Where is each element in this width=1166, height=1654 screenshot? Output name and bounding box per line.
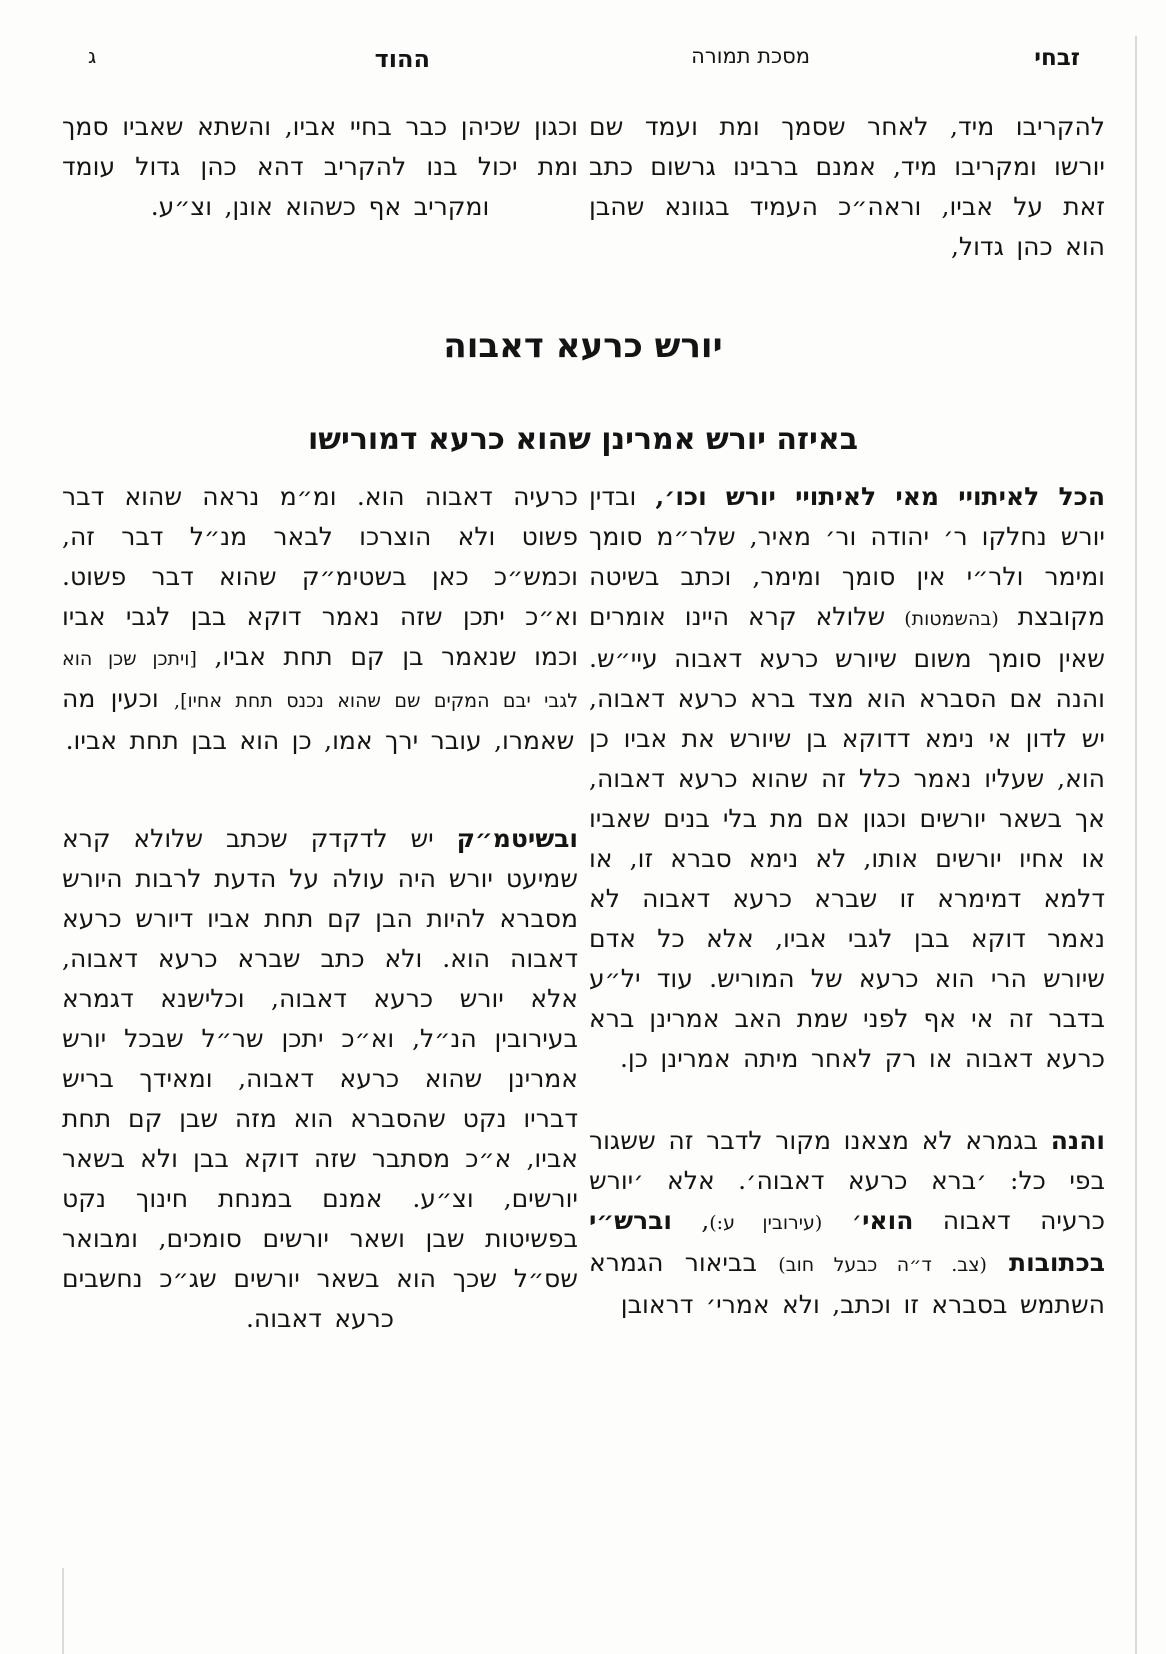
scan-artifact-line bbox=[62, 1568, 64, 1654]
emphasized-word: הואי bbox=[862, 1206, 914, 1235]
header-masechet-title: מסכת תמורה bbox=[691, 44, 810, 68]
paragraph-lead-bold: והנה bbox=[1050, 1126, 1105, 1155]
paragraph-text: בגמרא לא מצאנו מקור לדבר זה ששגור בפי כל: ׳ברא כרעא דאבוה׳. אלא ׳יורש כרעיה דאבוה bbox=[589, 1126, 1105, 1235]
bracketed-note-small: [ויתכן שכן הוא לגבי יבם המקים שם שהוא נכנס תחת אחיו], bbox=[62, 648, 578, 712]
paragraph-text: שלולא קרא היינו אומרים שאין סומך משום שיורש כרעא דאבוה עיי״ש. והנה אם הסברא הוא מצד ברא כרעא דאבוה, יש לדון אי נימא דדוקא בן שיורש את אביו כן הוא, שעליו נאמר כלל זה שהוא כרעא דאבוה, אך בשאר יורשים וכגון אם מת בלי בנים שאביו או אחיו יורשים אותו, לא נימא סברא זו, או דלמא דמימרא זו שברא כרעא דאבוה לא נאמר דוקא בבן לגבי אביו, אלא כל אדם שיורש הרי הוא כרעא של המוריש. עוד יל״ע בדבר זה אי אף לפני שמת האב אמרינן ברא כרעא דאבוה או רק לאחר מיתה אמרינן כן. bbox=[589, 602, 1105, 1073]
header-title-zivchei: זבחי bbox=[1034, 44, 1080, 71]
paragraph-text: כרעיה דאבוה הוא. ומ״מ נראה שהוא דבר פשוט ולא הוצרכו לבאר מנ״ל דבר זה, וכמש״כ כאן בשטימ״ק שהוא דבר פשוט. וא״כ יתכן שזה נאמר דוקא בבן לגבי אביו וכמו שנאמר בן קם תחת אביו, bbox=[62, 482, 578, 671]
body-right-column bbox=[589, 477, 1105, 1325]
body-left-paragraph-2 bbox=[62, 819, 578, 1339]
paragraph-text: ובדין יורש נחלקו ר׳ יהודה ור׳ מאיר, שלר״מ סומך ומימר ולר״י אין סומך ומימר, וכתב בשיטה מקובצת bbox=[589, 482, 1105, 631]
paragraph-text: יש לדקדק שכתב שלולא קרא שמיעט יורש היה עולה על הדעת לרבות היורש מסברא להיות הבן קם תחת אביו דיורש כרעא דאבוה הוא. ולא כתב שברא כרעא דאבוה, אלא יורש כרעא דאבוה, וכלישנא דגמרא בעירובין הנ״ל, וא״כ יתכן שר״ל שבכל יורש אמרינן שהוא כרעא דאבוה, ומאידך בריש דבריו נקט שהסברא הוא מזה שבן קם תחת אביו, א״כ מסתבר שזה דוקא בבן ולא בשאר יורשים, וצ״ע. אמנם במנחת חינוך נקט בפשיטות שבן ושאר יורשים סומכים, ומבואר שס״ל שכך הוא בשאר יורשים שג״כ נחשבים כרעא דאבוה. bbox=[62, 824, 578, 1333]
scan-artifact-line bbox=[1135, 36, 1137, 1654]
main-heading: יורש כרעא דאבוה bbox=[443, 326, 723, 366]
paragraph-text: , bbox=[671, 1206, 710, 1235]
intro-right-paragraph: להקריבו מיד, לאחר שסמך ומת ועמד שם יורשו ומקריבו מיד, אמנם ברבינו גרשום כתב זאת על אביו, וראה״כ העמיד בגוונא שהבן הוא כהן גדול, bbox=[589, 112, 1105, 261]
paragraph-text: בביאור הגמרא השתמש בסברא זו וכתב, ולא אמרי׳ דראובן bbox=[589, 1248, 1105, 1319]
paragraph-text: וכעין מה שאמרו, עובר ירך אמו, כן הוא בבן תחת אביו. bbox=[62, 684, 575, 755]
page-number: ג bbox=[88, 44, 97, 68]
sub-heading: באיזה יורש אמרינן שהוא כרעא דמורישו bbox=[307, 422, 859, 457]
citation-reference: (עירובין ע:) bbox=[709, 1212, 823, 1234]
paragraph-lead-bold: הכל לאיתויי מאי לאיתויי יורש וכו׳, bbox=[636, 482, 1105, 511]
paragraph-lead-bold: ובשיטמ״ק bbox=[456, 824, 578, 853]
citation-reference: (צב. ד״ה כבעל חוב) bbox=[778, 1254, 987, 1276]
intro-right-column bbox=[589, 107, 1105, 267]
emphasized-word: וברש״י בכתובות bbox=[589, 1206, 1105, 1277]
intro-left-column bbox=[62, 107, 578, 227]
body-left-column bbox=[62, 477, 578, 1339]
header-title-hahod: ההוד bbox=[374, 44, 430, 73]
citation-reference: (בהשמטות) bbox=[904, 608, 999, 630]
body-right-paragraph-1 bbox=[589, 477, 1105, 1079]
body-right-paragraph-2 bbox=[589, 1121, 1105, 1325]
paragraph-text: ׳ bbox=[822, 1206, 863, 1235]
body-left-paragraph-1 bbox=[62, 477, 578, 761]
intro-left-paragraph: וכגון שכיהן כבר בחיי אביו, והשתא שאביו סמך ומת יכול בנו להקריב דהא כהן גדול עומד ומקריב אף כשהוא אונן, וצ״ע. bbox=[62, 112, 578, 221]
